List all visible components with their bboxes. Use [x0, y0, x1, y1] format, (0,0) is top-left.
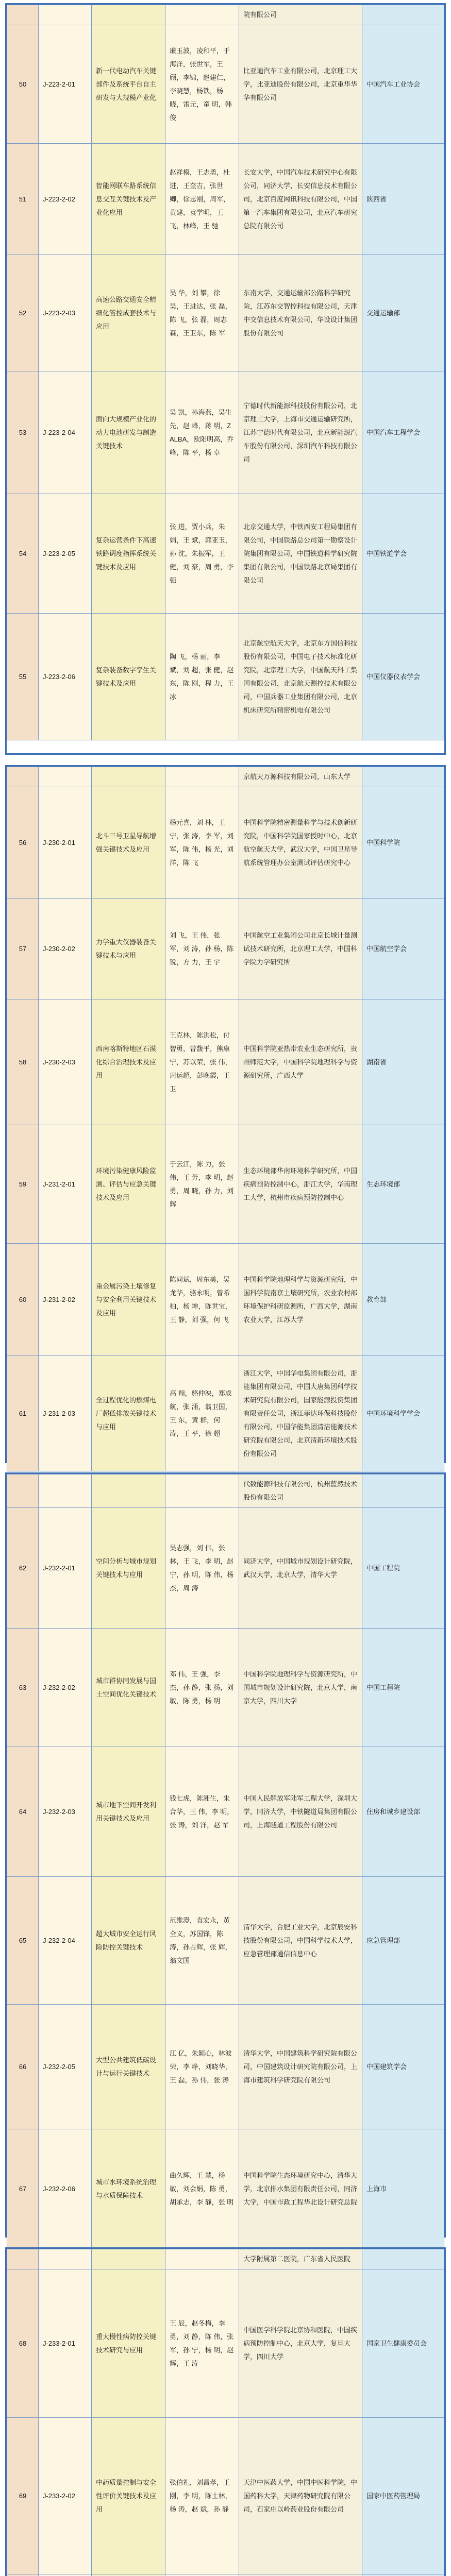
project-number: 59: [7, 1125, 39, 1244]
project-number: [7, 767, 39, 787]
project-name: 力学重大仪器装备关键技术与应用: [92, 899, 165, 999]
project-code: J-223-2-05: [39, 494, 92, 614]
recommending-unit: [362, 5, 444, 25]
project-code: [39, 5, 92, 25]
project-number: 67: [7, 2129, 39, 2249]
project-people: 陶 飞，杨 丽，李 斌，刘 超，张 健，赵 东，陈 刚，程 力，王 冰: [165, 614, 239, 740]
section-3-table: [5, 1472, 446, 2238]
project-people: 钱七虎，陈湘生，朱合华，王 伟，李 明，张 涛，刘 洋，赵 军: [165, 1747, 239, 1877]
project-number: 52: [7, 255, 39, 371]
recommending-unit: 中国环境科学学会: [362, 1356, 444, 1471]
project-organizations: 东南大学，交通运输部公路科学研究院，江苏东交智控科技有限公司，天津中交信息技术有限公司，华设设计集团股份有限公司: [239, 255, 362, 371]
project-organizations: 中国医学科学院北京协和医院，中国疾病预防控制中心，北京大学，复旦大学，四川大学: [239, 2269, 362, 2418]
recommending-unit: [362, 2574, 444, 2576]
project-organizations: 中国科学院亚热带农业生态研究所，贵州师范大学，中国科学院地理科学与资源研究所，广西大学: [239, 999, 362, 1125]
project-organizations: 代数能源科技有限公司，杭州蓝然技术股份有限公司: [239, 1475, 362, 1508]
project-people: [165, 2574, 239, 2576]
project-code: [39, 767, 92, 787]
project-name: 城市群协同发展与国土空间优化关键技术: [92, 1629, 165, 1747]
project-name: 复杂装备数字孪生关键技术及应用: [92, 614, 165, 740]
table-row: [7, 1877, 444, 2005]
project-name: 西南喀斯特地区石漠化综合治理技术及应用: [92, 999, 165, 1125]
project-name: 北斗三号卫星导航增强关键技术及应用: [92, 787, 165, 899]
project-organizations: 中国科学院地理科学与资源研究所，中国城市规划设计研究院，北京大学，南京大学，四川大学: [239, 1629, 362, 1747]
table-row: [7, 1356, 444, 1471]
table-row: [7, 144, 444, 255]
recommending-unit: 教育部: [362, 1244, 444, 1356]
project-number: 53: [7, 371, 39, 494]
project-name: [92, 5, 165, 25]
project-code: J-223-2-06: [39, 614, 92, 740]
project-name: [92, 1475, 165, 1508]
project-people: [165, 5, 239, 25]
project-number: 50: [7, 25, 39, 144]
recommending-unit: 国家中医药管理局: [362, 2418, 444, 2574]
project-number: 65: [7, 1877, 39, 2005]
project-name: [92, 2249, 165, 2269]
recommending-unit: 中国航空学会: [362, 899, 444, 999]
table-row: [7, 899, 444, 999]
project-number: 63: [7, 1629, 39, 1747]
project-code: J-231-2-03: [39, 1356, 92, 1471]
recommending-unit: 中国建筑学会: [362, 2005, 444, 2129]
recommending-unit: 陕西省: [362, 144, 444, 255]
project-organizations: 北京交通大学，中铁西安工程局集团有限公司，中国铁路总公司第一勘察设计院集团有限公司，中国铁道科学研究院集团有限公司，中国铁路北京局集团有限公司: [239, 494, 362, 614]
recommending-unit: 中国汽车工业协会: [362, 25, 444, 144]
table-row: [7, 1629, 444, 1747]
project-name: 超大城市安全运行风险防控关键技术: [92, 1877, 165, 2005]
project-name: 大型公共建筑低碳设计与运行关键技术: [92, 2005, 165, 2129]
project-people: 江 亿，朱颖心，林波荣，李 峥，刘晓华，王 磊，孙 伟，张 涛: [165, 2005, 239, 2129]
project-code: J-232-2-01: [39, 1508, 92, 1629]
project-people: 吴 凯，孙海燕，吴生先，赵 峰，蒋 明，ZALBA，欧阳明高，乔 峰，陈 平，杨 卓: [165, 371, 239, 494]
table-row: [7, 2269, 444, 2418]
recommending-unit: 中国科学院: [362, 787, 444, 899]
continuation-row: [7, 5, 444, 25]
project-organizations: 宁德时代新能源科技股份有限公司，北京理工大学，上海市交通运输研究所，江苏宁德时代有限公司，北京新能源汽车股份有限公司，深圳汽车科技有限公司: [239, 371, 362, 494]
project-number: 54: [7, 494, 39, 614]
project-code: J-230-2-01: [39, 787, 92, 899]
project-organizations: 中国航空工业集团公司北京长城计量测试技术研究所，北京理工大学，中国科学院力学研究所: [239, 899, 362, 999]
table-row: [7, 999, 444, 1125]
section-4-table: [5, 2247, 446, 2576]
project-code: J-223-2-02: [39, 144, 92, 255]
project-people: 王 辰，赵冬梅，李 勇，刘 静，陈 伟，张 军，孙 宁，杨 明，赵 辉，王 涛: [165, 2269, 239, 2418]
project-name: 全过程优化的燃煤电厂超低排放关键技术与应用: [92, 1356, 165, 1471]
project-number: [7, 5, 39, 25]
table-row: [7, 25, 444, 144]
project-number: 58: [7, 999, 39, 1125]
project-people: 张 进，贾小兵，朱 娟，王 斌，郭亚玉，孙 沈，朱振军，王 健，刘 豪，周 勇，李 强: [165, 494, 239, 614]
table-row: [7, 1508, 444, 1629]
project-name: 城市水环境系统治理与水质保障技术: [92, 2129, 165, 2249]
project-people: 刘 飞，王 伟，张 军，刘 涛，孙 杨，陈 锐，方 力，王 宇: [165, 899, 239, 999]
project-people: [165, 1475, 239, 1508]
project-people: [165, 2249, 239, 2269]
project-organizations: 比亚迪汽车工业有限公司，北京理工大学，比亚迪股份有限公司，北京重华华华有限公司: [239, 25, 362, 144]
recommending-unit: 中国汽车工程学会: [362, 371, 444, 494]
project-name: 城市地下空间开发利用关键技术及应用: [92, 1747, 165, 1877]
recommending-unit: 交通运输部: [362, 255, 444, 371]
project-code: J-232-2-02: [39, 1629, 92, 1747]
project-people: 于云江，陈 力，张 伟，王 芳，李 明，赵 勇，周 晓，孙 力，刘 辉: [165, 1125, 239, 1244]
project-code: J-232-2-05: [39, 2005, 92, 2129]
project-people: 陈同斌，周东美，吴龙华，骆永明，曾希柏，杨 坤，陈世宝，王 静，刘 强，何 飞: [165, 1244, 239, 1356]
project-people: 曲久辉，王 慧，杨 敏，刘会娟，陈 勇，胡承志，李 静，张 明: [165, 2129, 239, 2249]
project-people: 张伯礼，刘昌孝，王 刚，李 明，陈士林，杨 涛，赵 斌，孙 静: [165, 2418, 239, 2574]
project-code: J-231-2-01: [39, 1125, 92, 1244]
project-number: [7, 2249, 39, 2269]
recommending-unit: 国家卫生健康委员会: [362, 2269, 444, 2418]
project-organizations: 中国科学院生态环境研究中心，清华大学，北京排水集团有限责任公司，同济大学，中国市政工程华北设计研究总院: [239, 2129, 362, 2249]
project-number: 68: [7, 2269, 39, 2418]
project-code: J-223-2-01: [39, 25, 92, 144]
project-name: 环境污染健康风险监测、评估与应急关键技术及应用: [92, 1125, 165, 1244]
project-number: [7, 2574, 39, 2576]
project-code: J-232-2-06: [39, 2129, 92, 2249]
recommending-unit: [362, 1475, 444, 1508]
table-row: [7, 614, 444, 740]
project-name: [92, 2574, 165, 2576]
project-code: J-232-2-03: [39, 1747, 92, 1877]
project-code: J-233-2-02: [39, 2418, 92, 2574]
project-code: J-230-2-02: [39, 899, 92, 999]
project-name: 高速公路交通安全精细化管控成套技术与应用: [92, 255, 165, 371]
project-name: 重大慢性病防控关键技术研究与应用: [92, 2269, 165, 2418]
project-number: 66: [7, 2005, 39, 2129]
projects-table: [7, 2249, 444, 2576]
project-organizations: 北京航空航天大学，北京东方国信科技股份有限公司，中国电子技术标准化研究院，北京理工大学，中国航天科工集团有限公司，北京航天测控技术有限公司，中国兵器工业集团有限公司，北京机床研究所精密机电有限公司: [239, 614, 362, 740]
project-number: 62: [7, 1508, 39, 1629]
recommending-unit: 应急管理部: [362, 1877, 444, 2005]
recommending-unit: 中国工程院: [362, 1629, 444, 1747]
project-name: 中药质量控制与安全性评价关键技术及应用: [92, 2418, 165, 2574]
project-organizations: [239, 2574, 362, 2576]
table-row: [7, 787, 444, 899]
continuation-row: [7, 767, 444, 787]
table-row: [7, 1125, 444, 1244]
project-number: 69: [7, 2418, 39, 2574]
table-row: [7, 1747, 444, 1877]
project-people: [165, 767, 239, 787]
recommending-unit: 生态环境部: [362, 1125, 444, 1244]
project-number: 60: [7, 1244, 39, 1356]
project-organizations: 清华大学，合肥工业大学，北京辰安科技股份有限公司，中国科学技术大学，应急管理部通信信息中心: [239, 1877, 362, 2005]
project-name: 重金属污染土壤修复与安全利用关键技术及应用: [92, 1244, 165, 1356]
project-name: [92, 767, 165, 787]
project-organizations: 长安大学，中国汽车技术研究中心有限公司，同济大学，长安信息技术有限公司，北京百度网讯科技有限公司，中国第一汽车集团有限公司，北京汽车研究总院有限公司: [239, 144, 362, 255]
project-people: 王克林，陈洪松，付智勇，曾馥平，熊康宁，苏以荣，张 伟，周运超，彭晚霞，王 卫: [165, 999, 239, 1125]
project-code: J-231-2-02: [39, 1244, 92, 1356]
project-organizations: 中国人民解放军陆军工程大学，深圳大学，同济大学，中铁隧道局集团有限公司，上海隧道工程股份有限公司: [239, 1747, 362, 1877]
project-number: 57: [7, 899, 39, 999]
project-code: [39, 2574, 92, 2576]
project-people: 高 翔，骆仲泱，郑成航，张 涌，翁卫国，王 东，黄 群，何 涛，王 平，徐 超: [165, 1356, 239, 1471]
project-code: [39, 1475, 92, 1508]
project-organizations: 天津中医药大学，中国中医科学院，中国药科大学，天津药物研究院有限公司，石家庄以岭药业股份有限公司: [239, 2418, 362, 2574]
recommending-unit: 中国铁道学会: [362, 494, 444, 614]
project-people: 吴志强，刘 伟，张 林，王 飞，李 明，赵 宁，孙 明，陈 伟，杨 杰，周 涛: [165, 1508, 239, 1629]
continuation-row: [7, 1475, 444, 1508]
continuation-row: [7, 2249, 444, 2269]
project-organizations: 浙江大学，中国华电集团有限公司，浙能集团有限公司，中国大唐集团科学技术研究院有限公司，国家能源投资集团有限责任公司，浙江菲达环保科技股份有限公司，中国华能集团清洁能源技术研究院有限公司，北京清新环境技术股份有限公司: [239, 1356, 362, 1471]
section-1-table: [5, 3, 446, 755]
project-organizations: 中国科学院精密测量科学与技术创新研究院，中国科学院国家授时中心，北京航空航天大学，武汉大学，中国卫星导航系统管理办公室测试评估研究中心: [239, 787, 362, 899]
project-people: 邓 伟，王 强，李 杰，孙 静，张 扬，刘 敏，陈 勇，杨 明: [165, 1629, 239, 1747]
recommending-unit: [362, 767, 444, 787]
project-code: J-232-2-04: [39, 1877, 92, 2005]
project-organizations: 中国科学院地理科学与资源研究所，中国科学院南京土壤研究所，农业农村部环境保护科研监测所，广西大学，湖南农业大学，江苏大学: [239, 1244, 362, 1356]
project-organizations: 清华大学，中国建筑科学研究院有限公司，中国建筑设计研究院有限公司，上海市建筑科学研究院有限公司: [239, 2005, 362, 2129]
project-number: 61: [7, 1356, 39, 1471]
project-code: J-223-2-04: [39, 371, 92, 494]
table-row: [7, 2418, 444, 2574]
project-number: 56: [7, 787, 39, 899]
project-name: 复杂运营条件下高速铁路调度指挥系统关键技术及应用: [92, 494, 165, 614]
project-code: [39, 2249, 92, 2269]
project-code: J-233-2-01: [39, 2269, 92, 2418]
recommending-unit: 中国仪器仪表学会: [362, 614, 444, 740]
project-organizations: 生态环境部华南环境科学研究所，中国疾病预防控制中心，浙江大学，华南理工大学，杭州市疾病预防控制中心: [239, 1125, 362, 1244]
project-number: 55: [7, 614, 39, 740]
project-organizations: 大学附属第二医院，广东省人民医院: [239, 2249, 362, 2269]
project-number: 51: [7, 144, 39, 255]
project-people: 吴 华，刘 攀，徐 吴，王进达，张 磊，陈 飞，张 磊，周志森，王卫东，陈 军: [165, 255, 239, 371]
table-row: [7, 2129, 444, 2249]
recommending-unit: 中国工程院: [362, 1508, 444, 1629]
project-number: [7, 1475, 39, 1508]
table-row: [7, 2574, 444, 2576]
table-row: [7, 1244, 444, 1356]
project-name: 面向大规模产业化的动力电池研发与制造关键技术: [92, 371, 165, 494]
project-people: 赵祥模，王志勇，杜进，王奎吉，张世卿，徐志刚，周军，黄建，袁学明，王飞，林峰，王 驰: [165, 144, 239, 255]
recommending-unit: 住房和城乡建设部: [362, 1747, 444, 1877]
project-organizations: 同济大学，中国城市规划设计研究院，武汉大学，北京大学，清华大学: [239, 1508, 362, 1629]
project-people: 杨元喜，刘 林，王 宁，张 涛，李 军，刘 军，陈 伟，杨 光，刘 洋，陈 飞: [165, 787, 239, 899]
section-2-table: [5, 765, 446, 1463]
project-code: J-230-2-03: [39, 999, 92, 1125]
recommending-unit: [362, 2249, 444, 2269]
project-organizations: 院有限公司: [239, 5, 362, 25]
table-row: [7, 494, 444, 614]
project-number: 64: [7, 1747, 39, 1877]
table-row: [7, 371, 444, 494]
projects-table: [7, 1474, 444, 2249]
project-code: J-223-2-03: [39, 255, 92, 371]
project-name: 空间分析与城市规划关键技术与应用: [92, 1508, 165, 1629]
project-people: 廉玉波，凌和平，于海洋，张世军，王颀，李锦，赵建仁，李晓慧，杨铁，杨晓，雷元，童 明，韩 俊: [165, 25, 239, 144]
projects-table: [7, 767, 444, 1471]
project-people: 范维澄，袁宏永，黄全义，苏国锋，陈 涛，孙占辉，张 辉，翁文国: [165, 1877, 239, 2005]
table-row: [7, 2005, 444, 2129]
recommending-unit: 湖南省: [362, 999, 444, 1125]
table-row: [7, 255, 444, 371]
recommending-unit: 上海市: [362, 2129, 444, 2249]
projects-table: [7, 5, 444, 740]
project-name: 智能网联车路系统信息交互关键技术及产业化应用: [92, 144, 165, 255]
project-name: 新一代电动汽车关键部件及系统平台自主研发与大规模产业化: [92, 25, 165, 144]
project-organizations: 京航天万源科技有限公司，山东大学: [239, 767, 362, 787]
